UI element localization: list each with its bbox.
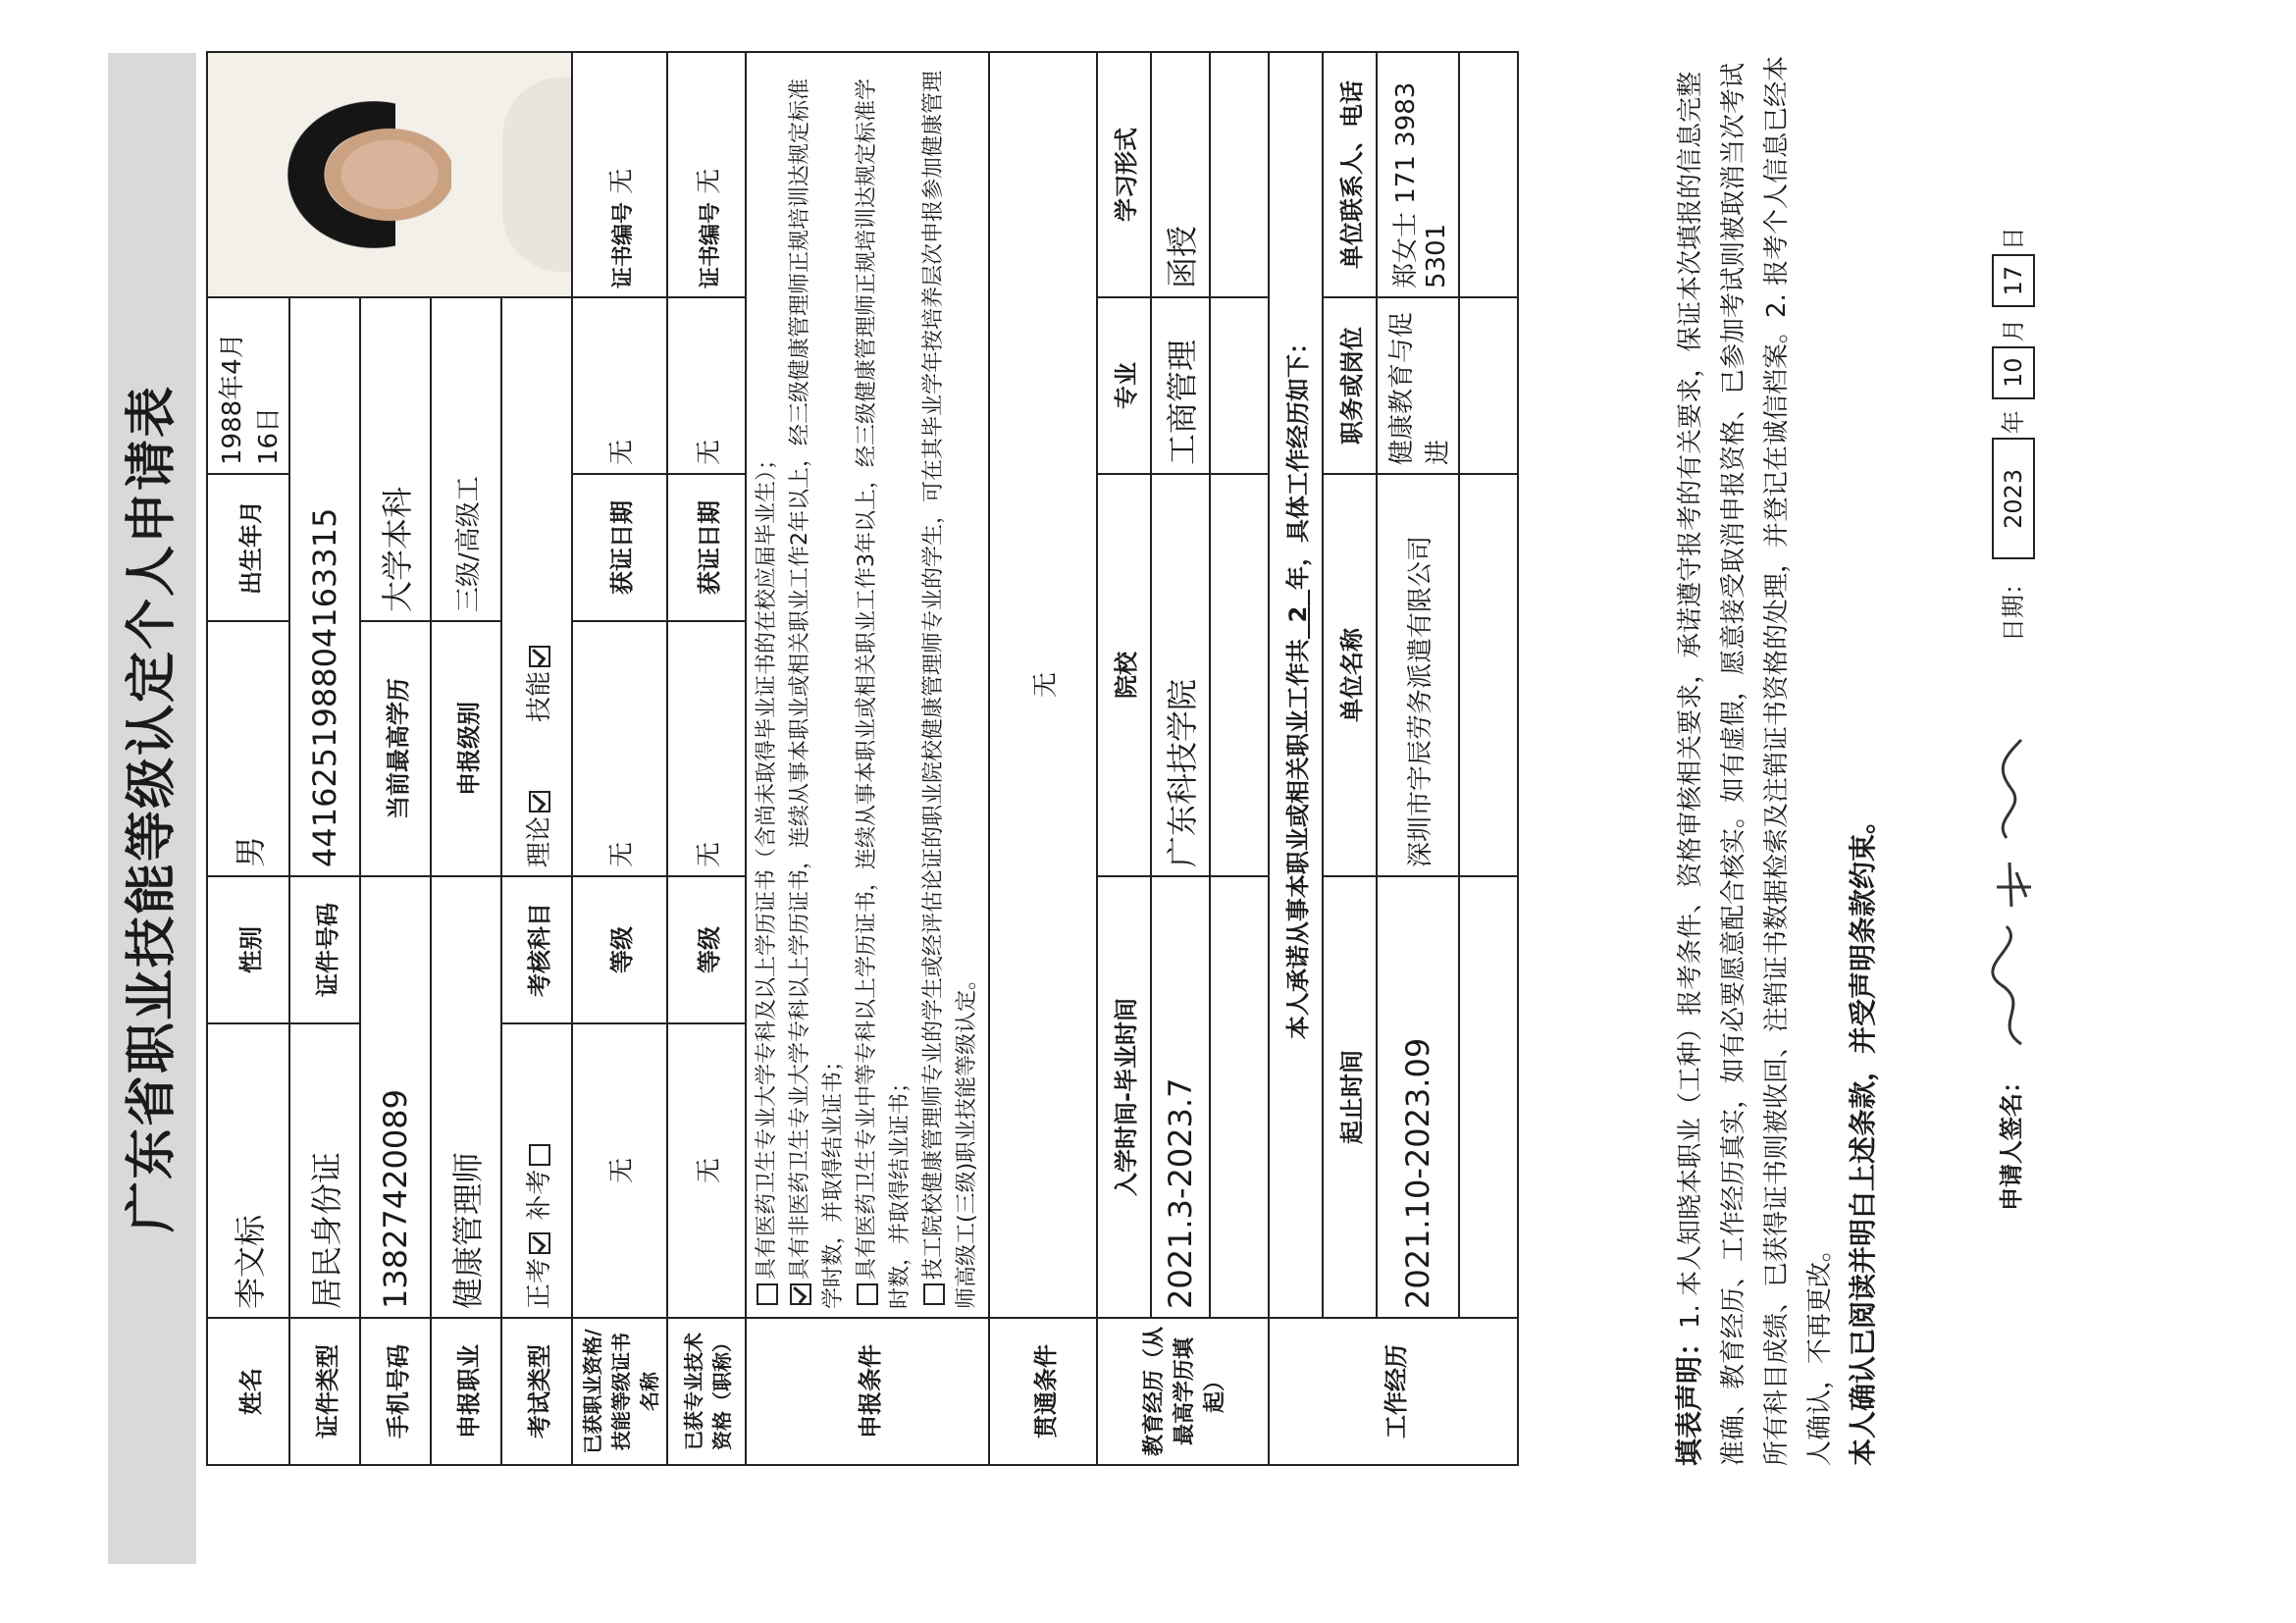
birth-label: 出生年月 [207, 474, 289, 621]
condition-checkbox [923, 1283, 945, 1305]
cert-date: 无 [572, 297, 667, 474]
condition-item: 技工院校健康管理师专业的学生或经评估论证的职业院校健康管理师专业的学生，可在其毕业学年按培养层次申报参加健康管理师高级工(三级)职业技能等级认定。 [921, 70, 979, 1309]
tech-level-label: 等级 [667, 876, 746, 1023]
cert-no-label: 证书编号 [611, 201, 636, 288]
work-header-post: 职务或岗位 [1323, 297, 1377, 474]
edu-header-major: 专业 [1097, 297, 1151, 474]
condition-item: 具有医药卫生专业中等专科以上学历证书，连续从事本职业或相关职业工作3年以上，经三级健康管理师正规培训达规定标准学时数，并取得结业证书； [855, 78, 913, 1309]
subject-ll-checkbox [529, 791, 550, 812]
table-row-empty [1210, 52, 1269, 1465]
exam-type-label: 考试类型 [501, 1318, 572, 1465]
tech-label: 已获专业技术资格（职称） [667, 1318, 746, 1465]
handwritten-signature [1982, 681, 2041, 1054]
name-value: 李文标 [207, 1023, 289, 1318]
work-label: 工作经历 [1269, 1318, 1518, 1465]
table-row: 2021.10-2023.09 深圳市宇辰劳务派遣有限公司 健康教育与促进 郑女士 171 3983 5301 [1377, 52, 1459, 1465]
work-header-company: 单位名称 [1323, 474, 1377, 876]
edu-header-school: 院校 [1097, 474, 1151, 876]
gender-value: 男 [207, 621, 289, 876]
level-value: 三级/高级工 [431, 297, 501, 621]
photo-face [314, 121, 451, 229]
phone-label: 手机号码 [360, 1318, 431, 1465]
date-month: 10 [1992, 346, 2035, 399]
exam-type-zk: 正考 [524, 1257, 554, 1309]
tech-level: 无 [667, 621, 746, 876]
edu-value: 大学本科 [360, 297, 431, 621]
tech-name: 无 [667, 1023, 746, 1318]
date-year: 2023 [1992, 438, 2035, 559]
exam-type-bk-checkbox [529, 1144, 550, 1166]
subject-label: 考核科目 [501, 876, 572, 1023]
tech-no-cell [667, 52, 746, 297]
application-form [206, 51, 1519, 1466]
declaration-confirm: 本人确认已阅读并明白上述条款，并受声明条款约束。 [1847, 806, 1879, 1466]
condition-checkbox [757, 1283, 778, 1305]
edu-header-form: 学习形式 [1097, 52, 1151, 297]
condition-item: 具有医药卫生专业大学专科及以上学历证书（含尚未取得毕业证书的在校应届毕业生）； [751, 61, 784, 1309]
through-label: 贯通条件 [989, 1318, 1097, 1465]
exam-type-bk: 补考 [524, 1169, 554, 1221]
edu-label: 当前最高学历 [360, 621, 431, 876]
subject-jn-checkbox [529, 646, 550, 667]
subject-options [501, 297, 572, 876]
table-row: 2021.3-2023.7 广东科技学院 工商管理 函授 [1151, 52, 1210, 1465]
declaration-head: 填表声明： [1673, 1328, 1705, 1466]
education-label: 教育经历（从最高学历填起） [1097, 1318, 1269, 1465]
occupation-value: 健康管理师 [431, 876, 501, 1318]
conditions-list [746, 52, 989, 1318]
date-field: 日期： 2023年 10月 17日 [1992, 227, 2035, 642]
page-title: 广东省职业技能等级认定个人申请表 [108, 53, 196, 1564]
id-no-value: 441625198804163315 [289, 297, 360, 876]
tech-no: 无 [694, 168, 724, 194]
signature-row [1962, 53, 2061, 1466]
tech-date: 无 [667, 297, 746, 474]
declaration-text: 1. 本人知晓本职业（工种）报考条件、资格审核相关要求，承诺遵守报考的有关要求，保证本次填报的信息完整准确、教育经历、工作经历真实，如有必要愿意配合核实。如有虚假，愿意接受取消申报资格、已参加考试则被取消当次考试所有科目成绩、已获得证书则被收回、注销证书数据检索及注销证书资格的处理，并登记在诚信档案。2. 报考个人信息已经本人确认，不再更改。 [1676, 55, 1835, 1466]
phone-value: 13827420089 [360, 876, 431, 1318]
cert-label: 已获职业资格/技能等级证书名称 [572, 1318, 667, 1465]
exam-type-options [501, 1023, 572, 1318]
condition-checkbox [790, 1283, 811, 1305]
subject-ll: 理论 [524, 815, 554, 867]
signature-label: 申请人签名： [1998, 1070, 2025, 1211]
cert-no-cell [572, 52, 667, 297]
cert-date-label: 获证日期 [572, 474, 667, 621]
tech-date-label: 获证日期 [667, 474, 746, 621]
subject-jn: 技能 [524, 670, 554, 722]
photo-shoulders [502, 78, 571, 272]
work-intro: 本人承诺从事本职业或相关职业工作共 2 年，具体工作经历如下： [1269, 52, 1323, 1318]
edu-header-time: 入学时间-毕业时间 [1097, 876, 1151, 1318]
name-label: 姓名 [207, 1318, 289, 1465]
tech-no-label: 证书编号 [698, 201, 723, 288]
exam-type-zk-checkbox [529, 1232, 550, 1254]
id-type-value: 居民身份证 [289, 1023, 360, 1318]
work-header-contact: 单位联系人、电话 [1323, 52, 1377, 297]
cert-name: 无 [572, 1023, 667, 1318]
work-years: 2 [1284, 605, 1312, 623]
id-no-label: 证件号码 [289, 876, 360, 1023]
level-label: 申报级别 [431, 621, 501, 876]
rotated-page [78, 0, 2218, 1623]
date-day: 17 [1992, 254, 2035, 307]
applicant-photo [207, 52, 572, 297]
through-value: 无 [989, 52, 1097, 1318]
id-type-label: 证件类型 [289, 1318, 360, 1465]
gender-label: 性别 [207, 876, 289, 1023]
declaration [1668, 53, 1886, 1466]
work-header-time: 起止时间 [1323, 876, 1377, 1318]
condition-checkbox [857, 1283, 878, 1305]
cert-no: 无 [607, 168, 637, 194]
conditions-label: 申报条件 [746, 1318, 989, 1465]
cert-level-label: 等级 [572, 876, 667, 1023]
occupation-label: 申报职业 [431, 1318, 501, 1465]
table-row-empty [1459, 52, 1518, 1465]
cert-level: 无 [572, 621, 667, 876]
condition-item: 具有非医药卫生专业大学专科以上学历证书，连续从事本职业或相关职业工作2年以上，经三级健康管理师正规培训达规定标准学时数，并取得结业证书； [788, 78, 846, 1309]
birth-value: 1988年4月16日 [207, 297, 289, 474]
